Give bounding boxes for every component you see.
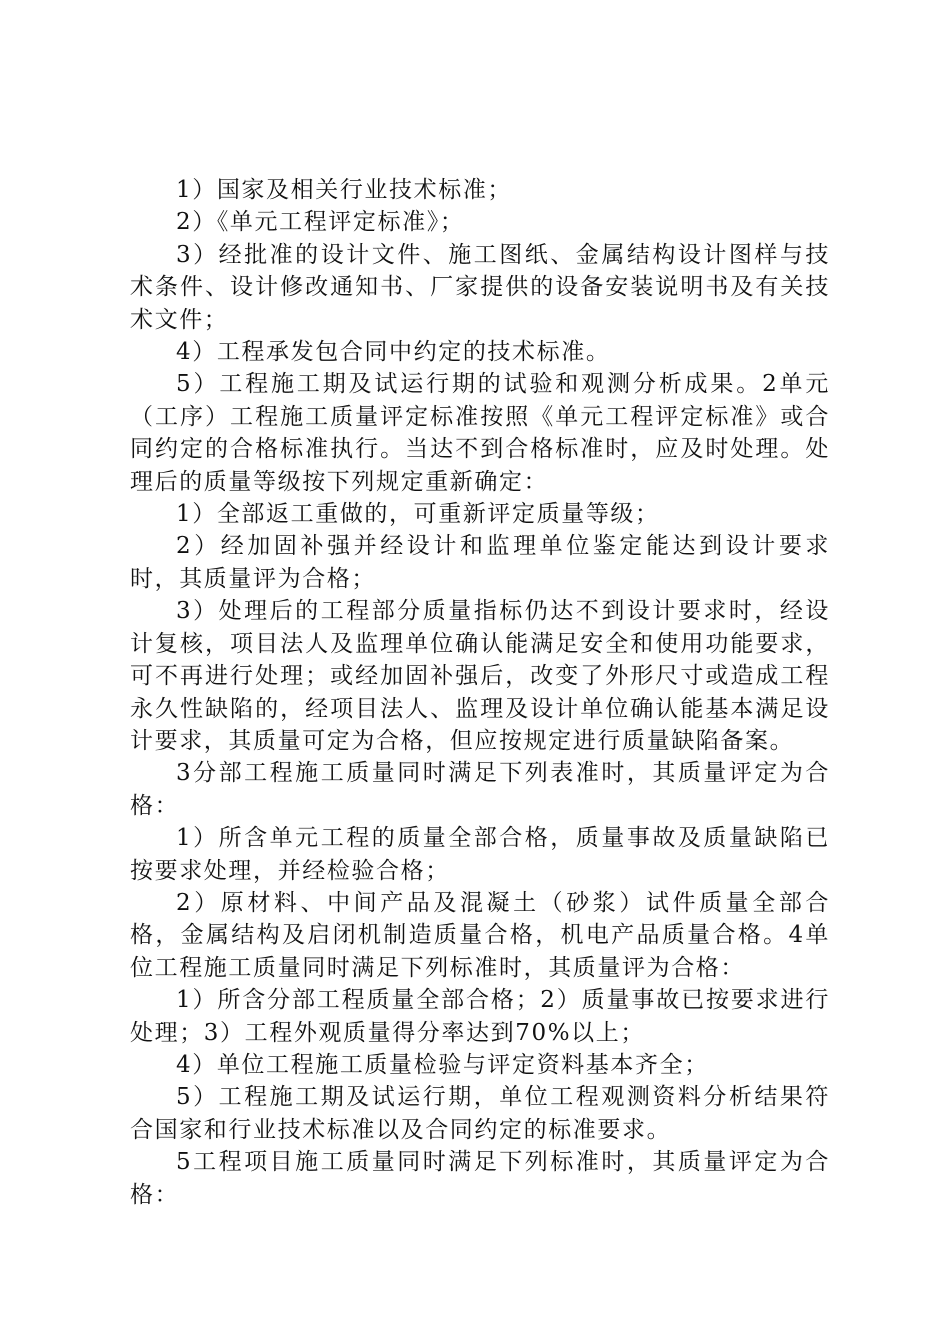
paragraph-item-5: 5）工程施工期及试运行期的试验和观测分析成果。2单元（工序）工程施工质量评定标准按照《单元工程评定标准》或合同约定的合格标准执行。当达不到合格标准时，应及时处理。处理后的质量等级按下列规定重新确定： <box>130 371 830 495</box>
paragraph-item-2: 2）《单元工程评定标准》； <box>176 209 465 236</box>
paragraph-item-10: 1）所含单元工程的质量全部合格，质量事故及质量缺陷已按要求处理，并经检验合格； <box>130 825 830 884</box>
paragraph-item-9: 3分部工程施工质量同时满足下列表准时，其质量评定为合格： <box>130 760 830 819</box>
paragraph-item-4: 4）工程承发包合同中约定的技术标准。 <box>176 339 611 366</box>
paragraph-item-3: 3）经批准的设计文件、施工图纸、金属结构设计图样与技术条件、设计修改通知书、厂家提供的设备安装说明书及有关技术文件； <box>130 241 830 333</box>
paragraph-item-13: 4）单位工程施工质量检验与评定资料基本齐全； <box>176 1051 709 1078</box>
paragraph-item-14: 5）工程施工期及试运行期，单位工程观测资料分析结果符合国家和行业技术标准以及合同约定的标准要求。 <box>130 1084 830 1143</box>
paragraph-item-12: 1）所含分部工程质量全部合格；2）质量事故已按要求进行处理；3）工程外观质量得分率达到70%以上； <box>130 987 830 1046</box>
paragraph-item-8: 3）处理后的工程部分质量指标仍达不到设计要求时，经设计复核，项目法人及监理单位确认能满足安全和使用功能要求，可不再进行处理；或经加固补强后，改变了外形尺寸或造成工程永久性缺陷的，经项目法人、监理及设计单位确认能基本满足设计要求，其质量可定为合格，但应按规定进行质量缺陷备案。 <box>130 598 830 754</box>
paragraph-item-1: 1）国家及相关行业技术标准； <box>176 177 513 203</box>
document-body <box>130 174 830 1211</box>
paragraph-item-15: 5工程项目施工质量同时满足下列标准时，其质量评定为合格： <box>130 1149 830 1208</box>
paragraph-item-7: 2）经加固补强并经设计和监理单位鉴定能达到设计要求时，其质量评为合格； <box>130 533 830 592</box>
paragraph-item-11: 2）原材料、中间产品及混凝土（砂浆）试件质量全部合格，金属结构及启闭机制造质量合格，机电产品质量合格。4单位工程施工质量同时满足下列标准时，其质量评为合格： <box>130 889 830 981</box>
paragraph-item-6: 1）全部返工重做的，可重新评定质量等级； <box>176 501 660 528</box>
